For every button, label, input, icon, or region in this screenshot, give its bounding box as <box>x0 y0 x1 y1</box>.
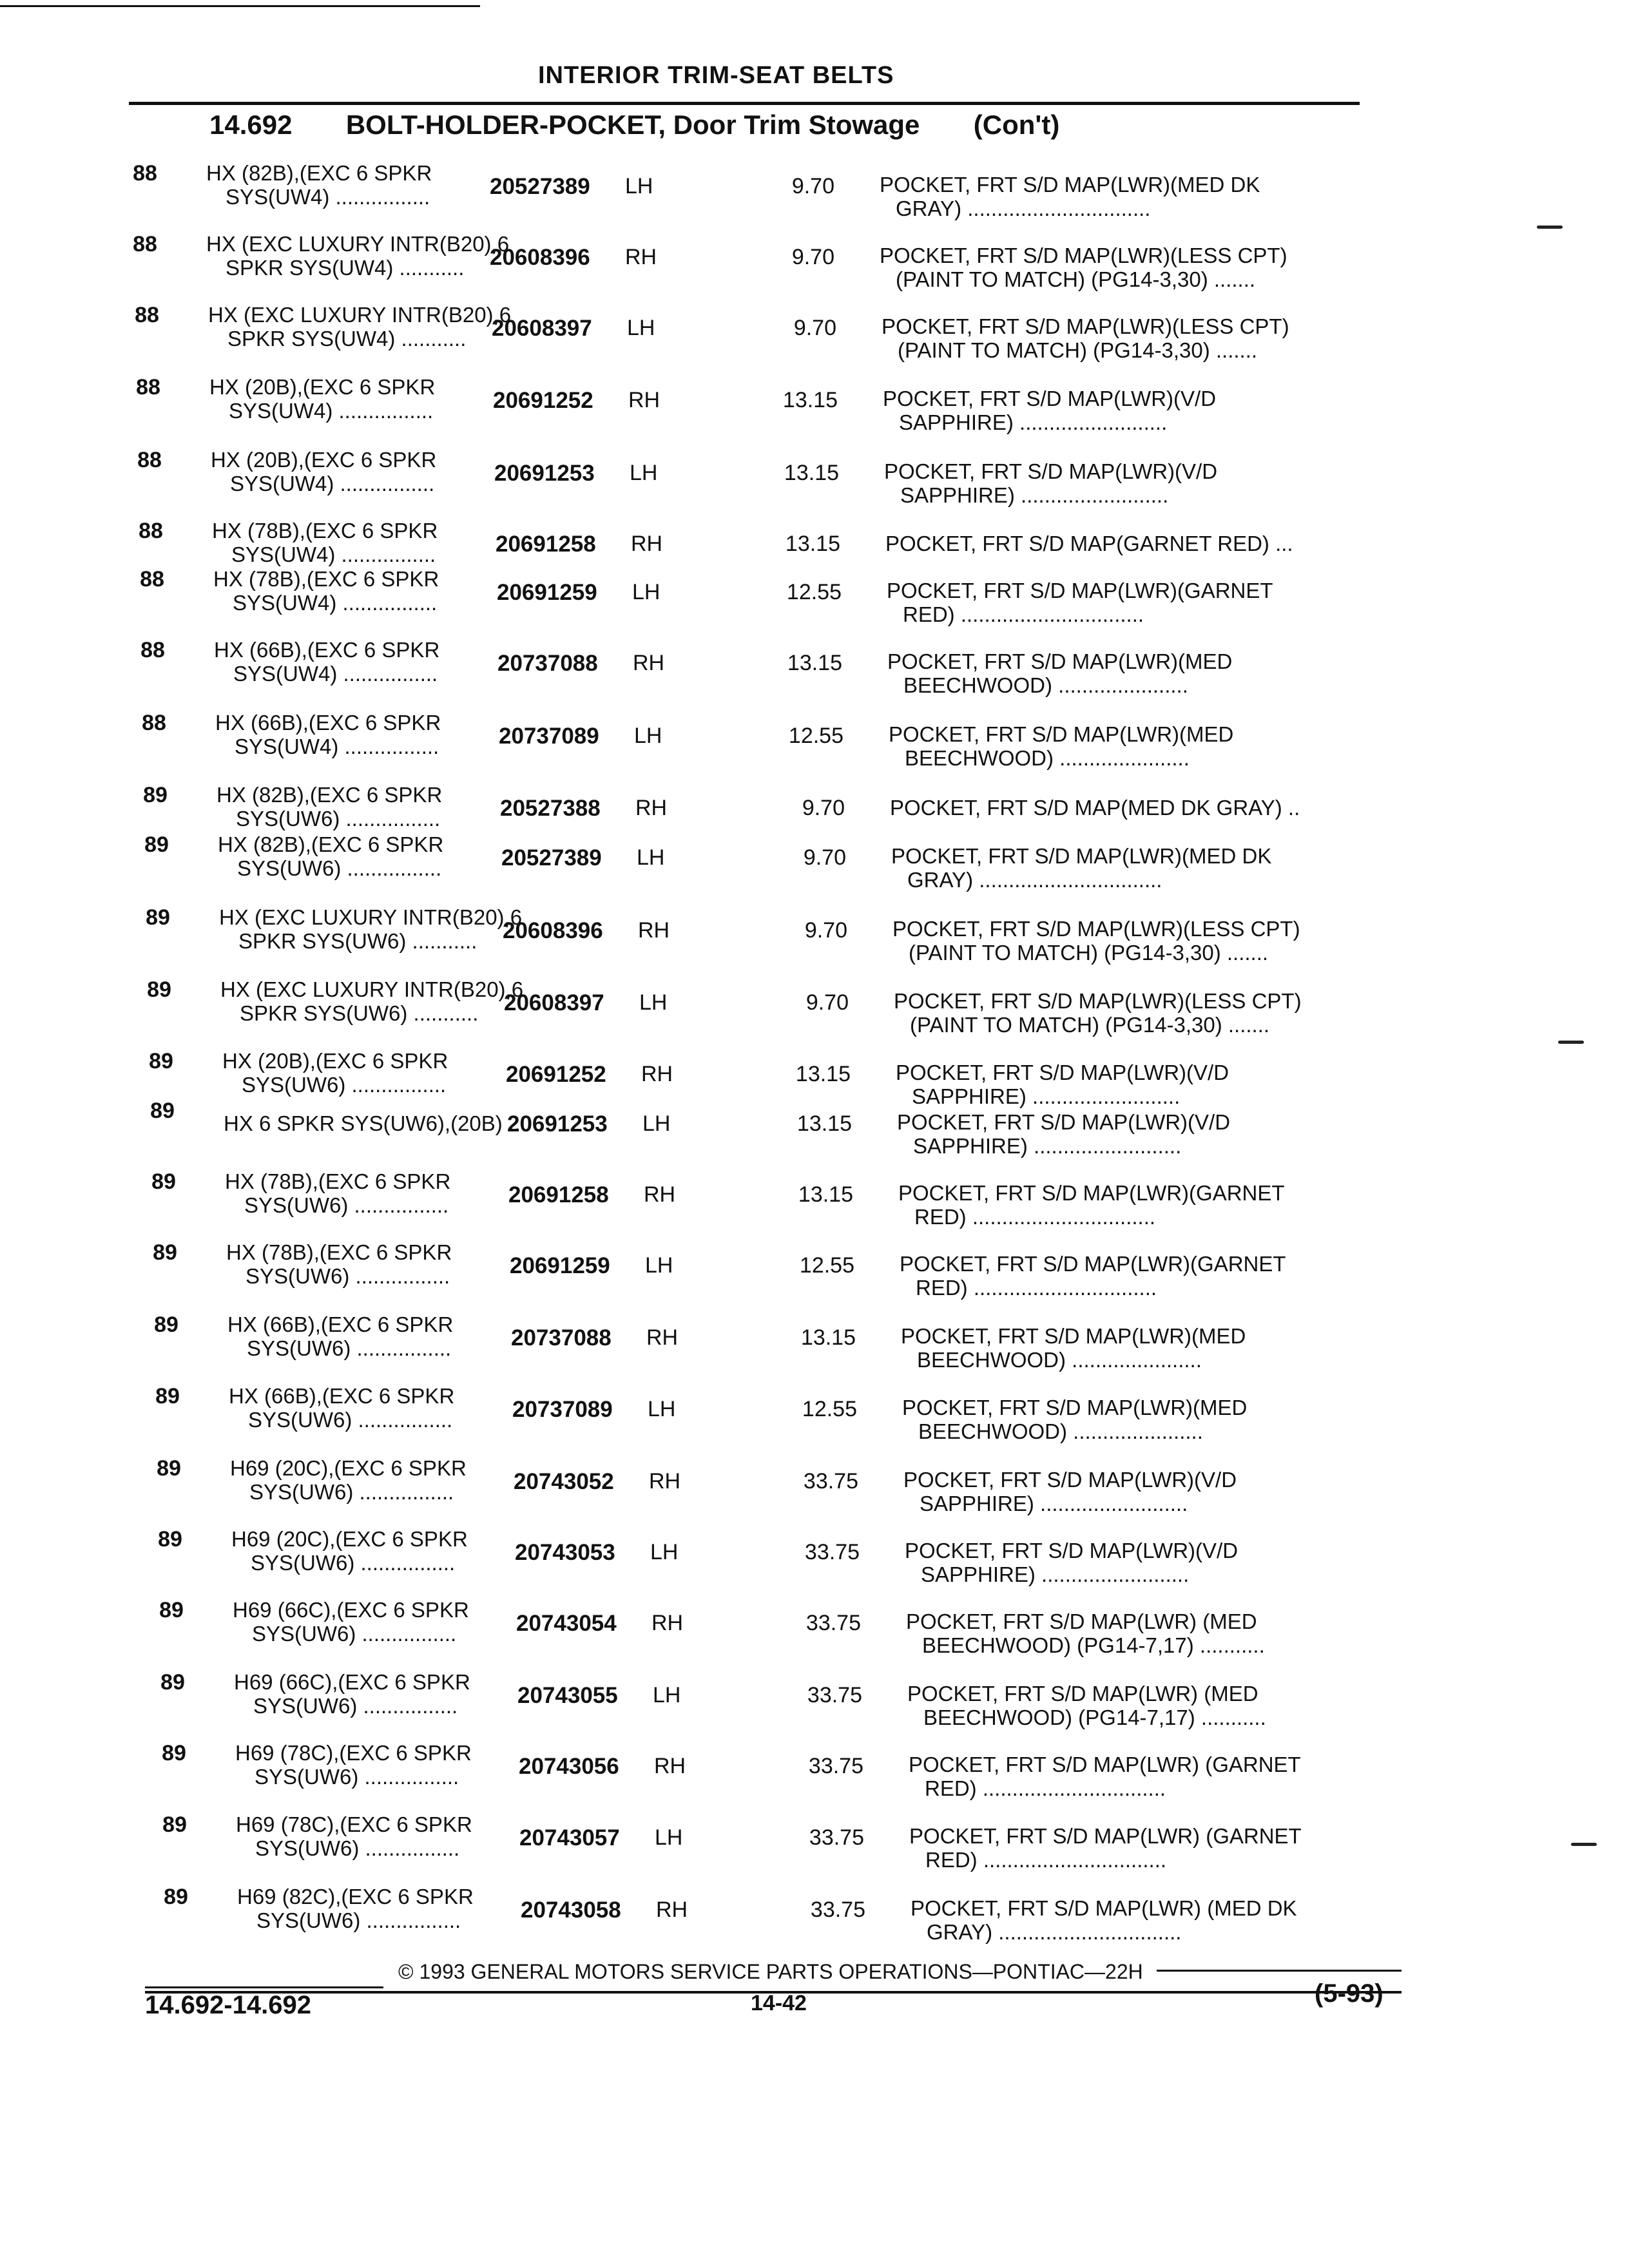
year-cell: 88 <box>137 448 162 472</box>
description-line-1: HX (20B),(EXC 6 SPKR <box>209 375 436 399</box>
description-line-2: SYS(UW4) ................ <box>230 472 435 495</box>
part-name-line-2: SAPPHIRE) ......................... <box>921 1562 1190 1586</box>
year-cell: 89 <box>160 1670 185 1695</box>
side-cell: LH <box>627 316 655 340</box>
price-cell: 9.70 <box>791 245 834 269</box>
description-line-1: HX (78B),(EXC 6 SPKR <box>213 567 439 591</box>
part-number: 20737089 <box>499 724 599 749</box>
part-number: 20691252 <box>506 1062 606 1087</box>
description-line-2: SYS(UW6) ................ <box>237 856 442 880</box>
description-line-1: HX (82B),(EXC 6 SPKR <box>206 161 432 185</box>
description-line-2: SPKR SYS(UW4) ........... <box>227 327 467 351</box>
table-row <box>126 161 1629 232</box>
part-name-line-1: POCKET, FRT S/D MAP(LWR)(V/D <box>905 1539 1239 1562</box>
part-number: 20691252 <box>493 388 593 413</box>
side-cell: LH <box>650 1540 679 1564</box>
part-name-line-1: POCKET, FRT S/D MAP(LWR) (GARNET <box>909 1824 1302 1848</box>
description-line-2: SYS(UW6) ................ <box>251 1551 456 1575</box>
part-name-line-2: (PAINT TO MATCH) (PG14-3,30) ....... <box>896 267 1256 291</box>
part-name-line-2: BEECHWOOD) ...................... <box>917 1348 1202 1372</box>
part-name-line-2: BEECHWOOD) ...................... <box>905 746 1190 770</box>
part-name-line-1: POCKET, FRT S/D MAP(LWR)(V/D <box>883 387 1217 410</box>
part-name-line-1: POCKET, FRT S/D MAP(LWR)(V/D <box>903 1468 1237 1492</box>
part-number: 20737089 <box>512 1397 613 1422</box>
part-number: 20743053 <box>515 1540 615 1565</box>
year-cell: 89 <box>162 1812 187 1837</box>
description-line-1: H69 (78C),(EXC 6 SPKR <box>236 1812 472 1836</box>
year-cell: 89 <box>155 1384 180 1408</box>
price-cell: 13.15 <box>782 388 838 412</box>
part-name-line-1: POCKET, FRT S/D MAP(LWR) (MED <box>906 1610 1257 1633</box>
part-number: 20691258 <box>508 1182 609 1207</box>
year-cell: 88 <box>142 711 166 735</box>
part-number: 20608397 <box>504 990 604 1015</box>
table-row <box>155 1741 1629 1812</box>
year-cell: 89 <box>146 905 170 930</box>
price-cell: 13.15 <box>798 1182 853 1207</box>
price-cell: 33.75 <box>805 1611 861 1635</box>
part-name-line-2: RED) ............................... <box>916 1276 1157 1300</box>
footer-rule-right <box>1157 1970 1402 1972</box>
side-cell: RH <box>644 1182 676 1207</box>
part-name-line-1: POCKET, FRT S/D MAP(LWR)(MED <box>902 1396 1248 1419</box>
description-line-1: H69 (82C),(EXC 6 SPKR <box>237 1885 474 1908</box>
part-number: 20608397 <box>492 316 592 341</box>
part-number: 20608396 <box>490 245 590 270</box>
group-name: BOLT-HOLDER-POCKET, Door Trim Stowage <box>345 110 920 140</box>
part-number: 20743058 <box>521 1898 621 1923</box>
description-line-2: SPKR SYS(UW4) ........... <box>226 256 465 280</box>
description-line-1: H69 (66C),(EXC 6 SPKR <box>234 1670 470 1694</box>
year-cell: 89 <box>144 832 169 857</box>
description-line-1: HX (EXC LUXURY INTR(B20),6 <box>208 303 512 327</box>
side-cell: LH <box>625 174 653 198</box>
year-cell: 88 <box>135 303 159 327</box>
table-row <box>137 832 1629 903</box>
year-cell: 89 <box>159 1598 184 1622</box>
description-line-2: SYS(UW6) ................ <box>252 1622 457 1646</box>
price-cell: 33.75 <box>808 1754 863 1778</box>
price-cell: 9.70 <box>805 990 849 1015</box>
part-name-line-2: (PAINT TO MATCH) (PG14-3,30) ....... <box>898 338 1258 362</box>
side-cell: RH <box>638 918 670 943</box>
part-name-line-2: SAPPHIRE) ......................... <box>920 1492 1188 1515</box>
group-number: 14.692 <box>209 110 293 140</box>
part-number: 20743052 <box>514 1469 614 1494</box>
description-line-1: HX (66B),(EXC 6 SPKR <box>215 711 441 735</box>
part-name-line-2: GRAY) ............................... <box>896 197 1151 220</box>
description-line-1: HX (20B),(EXC 6 SPKR <box>222 1049 448 1073</box>
year-cell: 89 <box>149 1049 173 1073</box>
side-cell: LH <box>639 990 668 1015</box>
side-cell: RH <box>631 532 663 556</box>
description-line-2: SYS(UW6) ................ <box>246 1264 450 1288</box>
table-row <box>157 1885 1629 1956</box>
part-name-line-2: (PAINT TO MATCH) (PG14-3,30) ....... <box>909 941 1269 965</box>
side-cell: RH <box>651 1611 684 1635</box>
part-name-line-2: RED) ............................... <box>914 1205 1156 1229</box>
year-cell: 89 <box>143 783 168 807</box>
description-line-1: HX (78B),(EXC 6 SPKR <box>226 1240 452 1264</box>
table-row <box>153 1670 1629 1741</box>
year-cell: 88 <box>139 519 163 543</box>
price-cell: 13.15 <box>800 1325 856 1350</box>
table-row <box>144 1169 1629 1240</box>
part-name-line-1: POCKET, FRT S/D MAP(LWR)(GARNET <box>898 1181 1285 1205</box>
description-line-2: SYS(UW6) ................ <box>249 1480 454 1504</box>
group-heading <box>209 110 1059 140</box>
part-name-line-1: POCKET, FRT S/D MAP(LWR)(GARNET <box>887 579 1273 602</box>
table-row <box>148 1384 1629 1455</box>
part-name-line-2: GRAY) ............................... <box>927 1920 1182 1944</box>
part-name-line-2: RED) ............................... <box>925 1776 1166 1800</box>
part-name-line-1: POCKET, FRT S/D MAP(LWR)(LESS CPT) <box>880 244 1287 267</box>
side-cell: LH <box>637 845 665 870</box>
description-line-2: SYS(UW6) ................ <box>244 1193 449 1217</box>
table-row <box>151 1527 1629 1598</box>
side-cell: RH <box>646 1325 679 1350</box>
year-cell: 89 <box>154 1312 178 1337</box>
table-row <box>155 1812 1629 1883</box>
part-number: 20743054 <box>516 1611 617 1636</box>
table-row <box>146 1240 1629 1311</box>
side-cell: RH <box>633 651 665 675</box>
description-line-2: SYS(UW6) ................ <box>242 1073 447 1097</box>
footer-rule-left <box>145 1986 383 1988</box>
side-cell: LH <box>634 724 662 748</box>
part-name-line-2: SAPPHIRE) ......................... <box>912 1084 1181 1108</box>
year-cell: 89 <box>151 1169 176 1194</box>
table-row <box>128 303 1629 374</box>
description-line-2: SYS(UW6) ................ <box>248 1408 453 1432</box>
part-name-line-1: POCKET, FRT S/D MAP(LWR)(MED <box>901 1324 1246 1348</box>
part-name-line-1: POCKET, FRT S/D MAP(GARNET RED) ... <box>885 532 1293 555</box>
description-line-2: SYS(UW6) ................ <box>255 1836 460 1860</box>
price-cell: 33.75 <box>810 1898 865 1922</box>
part-number: 20691253 <box>494 461 595 486</box>
description-line-2: SPKR SYS(UW6) ........... <box>240 1001 479 1025</box>
description-line-1: HX (82B),(EXC 6 SPKR <box>218 832 444 856</box>
description-line-1: HX (82B),(EXC 6 SPKR <box>217 783 443 807</box>
part-number: 20691253 <box>507 1111 608 1137</box>
price-cell: 9.70 <box>793 316 836 340</box>
description-line-1: HX (EXC LUXURY INTR(B20),6 <box>206 232 510 256</box>
part-name-line-1: POCKET, FRT S/D MAP(LWR)(LESS CPT) <box>882 314 1289 338</box>
part-name-line-1: POCKET, FRT S/D MAP(LWR)(V/D <box>884 459 1218 483</box>
part-number: 20691259 <box>510 1253 610 1278</box>
part-name-line-1: POCKET, FRT S/D MAP(LWR)(MED DK <box>880 173 1260 197</box>
part-number: 20743056 <box>519 1754 619 1779</box>
part-name-line-2: BEECHWOOD) ...................... <box>903 673 1188 697</box>
side-cell: RH <box>635 796 668 820</box>
part-name-line-1: POCKET, FRT S/D MAP(MED DK GRAY) .. <box>890 796 1300 820</box>
price-cell: 9.70 <box>791 174 834 198</box>
description-line-1: HX (66B),(EXC 6 SPKR <box>227 1312 454 1336</box>
part-name-line-2: SAPPHIRE) ......................... <box>899 410 1168 434</box>
table-row <box>135 711 1629 782</box>
part-number: 20691258 <box>496 532 596 557</box>
part-number: 20527389 <box>501 845 602 870</box>
description-line-2: SYS(UW6) ................ <box>236 807 441 831</box>
year-cell: 88 <box>133 232 157 256</box>
year-cell: 88 <box>136 375 160 399</box>
part-name-line-2: SAPPHIRE) ......................... <box>913 1134 1182 1158</box>
price-cell: 12.55 <box>788 724 843 748</box>
part-name-line-1: POCKET, FRT S/D MAP(LWR)(MED <box>887 649 1233 673</box>
part-name-line-1: POCKET, FRT S/D MAP(LWR)(LESS CPT) <box>894 989 1302 1013</box>
table-row <box>149 1456 1629 1527</box>
year-cell: 88 <box>133 161 157 186</box>
part-number: 20737088 <box>511 1325 612 1350</box>
description-line-1: HX (EXC LUXURY INTR(B20),6 <box>219 905 523 929</box>
table-row <box>139 905 1629 976</box>
side-cell: RH <box>654 1754 686 1778</box>
description-line-1: HX (78B),(EXC 6 SPKR <box>212 519 438 543</box>
price-cell: 13.15 <box>795 1062 851 1086</box>
description-line-1: HX (66B),(EXC 6 SPKR <box>229 1384 455 1408</box>
part-name-line-2: RED) ............................... <box>925 1848 1167 1872</box>
description-line-1: HX (EXC LUXURY INTR(B20),6 <box>220 977 524 1001</box>
description-line-1: H69 (66C),(EXC 6 SPKR <box>233 1598 469 1622</box>
description-line-1: H69 (20C),(EXC 6 SPKR <box>230 1456 467 1480</box>
side-cell: LH <box>632 580 660 604</box>
side-cell: RH <box>625 245 657 269</box>
part-name-line-2: BEECHWOOD) (PG14-7,17) ........... <box>923 1706 1266 1729</box>
price-cell: 13.15 <box>796 1111 852 1136</box>
year-cell: 89 <box>150 1099 175 1123</box>
year-cell: 88 <box>140 638 165 662</box>
year-cell: 88 <box>140 567 164 591</box>
part-name-line-1: POCKET, FRT S/D MAP(LWR)(GARNET <box>900 1252 1286 1276</box>
year-cell: 89 <box>162 1741 186 1765</box>
part-name-line-2: SAPPHIRE) ......................... <box>900 483 1169 507</box>
footer-range: 14.692-14.692 <box>145 1991 312 2019</box>
table-row <box>133 638 1629 709</box>
price-cell: 33.75 <box>803 1469 858 1494</box>
table-row <box>129 375 1629 446</box>
price-cell: 33.75 <box>809 1825 864 1850</box>
part-number: 20527388 <box>500 796 601 821</box>
price-cell: 13.15 <box>785 532 840 556</box>
price-cell: 13.15 <box>784 461 839 485</box>
part-name-line-1: POCKET, FRT S/D MAP(LWR)(LESS CPT) <box>892 917 1300 941</box>
year-cell: 89 <box>157 1456 181 1481</box>
year-cell: 89 <box>147 977 171 1002</box>
year-cell: 89 <box>153 1240 177 1265</box>
description-line-2: SYS(UW4) ................ <box>231 543 436 566</box>
part-name-line-1: POCKET, FRT S/D MAP(LWR) (MED DK <box>911 1896 1297 1920</box>
part-name-line-2: RED) ............................... <box>903 602 1144 626</box>
table-row <box>152 1598 1629 1669</box>
table-row <box>130 448 1629 519</box>
part-number: 20527389 <box>490 174 590 199</box>
table-row <box>140 977 1629 1048</box>
description-line-2: SYS(UW4) ................ <box>233 591 438 615</box>
price-cell: 12.55 <box>786 580 842 604</box>
part-name-line-2: (PAINT TO MATCH) (PG14-3,30) ....... <box>910 1013 1270 1037</box>
description-line-2: SPKR SYS(UW6) ........... <box>238 929 477 953</box>
table-row <box>147 1312 1629 1383</box>
description-line-2: SYS(UW4) ................ <box>233 662 438 686</box>
price-cell: 9.70 <box>803 845 846 870</box>
side-cell: LH <box>645 1253 673 1278</box>
page-number: 14-42 <box>751 1991 807 2015</box>
part-name-line-1: POCKET, FRT S/D MAP(LWR)(V/D <box>897 1110 1231 1134</box>
part-number: 20608396 <box>503 918 603 943</box>
description-line-1: HX (66B),(EXC 6 SPKR <box>214 638 440 662</box>
table-row <box>133 567 1629 638</box>
side-cell: LH <box>655 1825 683 1850</box>
part-number: 20743057 <box>519 1825 620 1850</box>
price-cell: 33.75 <box>804 1540 860 1564</box>
price-cell: 12.55 <box>802 1397 857 1421</box>
continued-label: (Con't) <box>973 110 1060 140</box>
side-cell: LH <box>653 1683 681 1707</box>
part-name-line-1: POCKET, FRT S/D MAP(LWR) (MED <box>907 1682 1258 1706</box>
part-name-line-1: POCKET, FRT S/D MAP(LWR) (GARNET <box>909 1753 1301 1776</box>
date-code: (5-93) <box>1315 1979 1383 2008</box>
side-cell: RH <box>649 1469 681 1494</box>
part-name-line-2: BEECHWOOD) ...................... <box>918 1419 1203 1443</box>
description-line-1: H69 (20C),(EXC 6 SPKR <box>231 1527 468 1551</box>
description-line-2: SYS(UW6) ................ <box>247 1336 452 1360</box>
margin-mark <box>1558 1041 1584 1044</box>
price-cell: 13.15 <box>787 651 842 675</box>
description-line-1: HX (20B),(EXC 6 SPKR <box>211 448 437 472</box>
table-row <box>143 1099 1629 1169</box>
section-title: INTERIOR TRIM-SEAT BELTS <box>538 62 894 89</box>
description-line-2: SYS(UW6) ................ <box>255 1765 459 1789</box>
top-edge-rule <box>0 5 480 7</box>
side-cell: RH <box>641 1062 673 1086</box>
part-number: 20691259 <box>497 580 597 605</box>
part-name-line-2: GRAY) ............................... <box>907 868 1162 892</box>
side-cell: LH <box>642 1111 671 1136</box>
description-line-2: SYS(UW4) ................ <box>226 185 430 209</box>
year-cell: 89 <box>158 1527 182 1552</box>
description-line-1: H69 (78C),(EXC 6 SPKR <box>235 1741 472 1765</box>
part-name-line-1: POCKET, FRT S/D MAP(LWR)(MED DK <box>891 844 1272 868</box>
part-name-line-1: POCKET, FRT S/D MAP(LWR)(MED <box>889 722 1234 746</box>
part-name-line-1: POCKET, FRT S/D MAP(LWR)(V/D <box>896 1061 1229 1084</box>
description-line-1: HX (78B),(EXC 6 SPKR <box>225 1169 451 1193</box>
side-cell: RH <box>656 1898 688 1922</box>
part-number: 20737088 <box>497 651 598 676</box>
table-row <box>126 232 1629 303</box>
description-line-2: SYS(UW4) ................ <box>235 735 439 758</box>
description-line-2: SYS(UW6) ................ <box>256 1908 461 1932</box>
side-cell: RH <box>628 388 660 412</box>
header-rule <box>129 102 1360 105</box>
price-cell: 9.70 <box>802 796 845 820</box>
copyright-notice: © 1993 GENERAL MOTORS SERVICE PARTS OPERATIONS—PONTIAC—22H <box>398 1960 1143 1983</box>
price-cell: 33.75 <box>807 1683 862 1707</box>
side-cell: LH <box>648 1397 676 1421</box>
description-line-2: SYS(UW6) ................ <box>253 1694 458 1718</box>
description-line-1: HX 6 SPKR SYS(UW6),(20B) .. <box>224 1111 521 1135</box>
margin-mark <box>1537 226 1563 229</box>
year-cell: 89 <box>164 1885 188 1909</box>
price-cell: 12.55 <box>799 1253 854 1278</box>
part-number: 20743055 <box>517 1683 618 1708</box>
margin-mark <box>1571 1843 1597 1846</box>
part-name-line-2: BEECHWOOD) (PG14-7,17) ........... <box>922 1633 1265 1657</box>
price-cell: 9.70 <box>804 918 847 943</box>
description-line-2: SYS(UW4) ................ <box>229 399 434 423</box>
side-cell: LH <box>630 461 658 485</box>
